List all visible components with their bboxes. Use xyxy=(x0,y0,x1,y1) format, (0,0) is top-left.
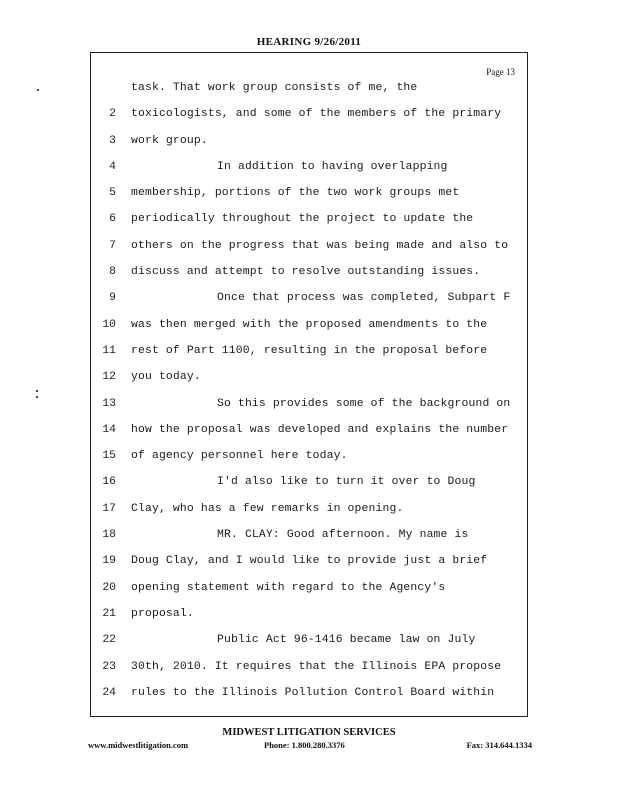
footer-phone: Phone: 1.800.280.3376 xyxy=(264,740,345,750)
line-text: proposal. xyxy=(131,607,194,620)
transcript-line xyxy=(91,469,527,495)
line-text: rest of Part 1100, resulting in the proposal before xyxy=(131,344,488,357)
transcript-line xyxy=(91,548,527,574)
line-text: task. That work group consists of me, the xyxy=(131,82,418,94)
page-number: Page 13 xyxy=(486,67,515,77)
transcript-line xyxy=(91,206,527,232)
line-text: periodically throughout the project to update the xyxy=(131,213,474,226)
line-number: 15 xyxy=(102,450,116,463)
transcript-line xyxy=(91,575,527,601)
line-text: others on the progress that was being made and also to xyxy=(131,239,509,252)
line-text: was then merged with the proposed amendments to the xyxy=(131,318,488,331)
line-text: 30th, 2010. It requires that the Illinois EPA propose xyxy=(131,660,502,673)
scan-speck xyxy=(37,89,39,91)
line-number: 14 xyxy=(102,423,116,436)
line-number: 8 xyxy=(109,266,116,279)
line-text: I'd also like to turn it over to Doug xyxy=(217,476,476,489)
line-number: 12 xyxy=(102,371,116,384)
line-text: Doug Clay, and I would like to provide just a brief xyxy=(131,555,488,568)
line-number: 20 xyxy=(102,581,116,594)
transcript-page xyxy=(90,52,528,717)
line-text: opening statement with regard to the Agency's xyxy=(131,581,446,594)
line-text: how the proposal was developed and explains the number xyxy=(131,423,509,436)
footer-fax: Fax: 314.644.1334 xyxy=(466,740,532,750)
line-number: 5 xyxy=(109,187,116,200)
transcript-line xyxy=(91,496,527,522)
transcript-line xyxy=(91,601,527,627)
transcript-line xyxy=(91,75,527,101)
transcript-line xyxy=(91,443,527,469)
transcript-line xyxy=(91,680,527,706)
line-number: 13 xyxy=(102,397,116,410)
footer-website: www.midwestlitigation.com xyxy=(88,740,189,750)
line-number: 3 xyxy=(109,134,116,147)
transcript-line xyxy=(91,364,527,390)
line-number: 2 xyxy=(109,108,116,121)
line-number: 21 xyxy=(102,607,116,620)
line-text: toxicologists, and some of the members of the primary xyxy=(131,108,502,121)
scan-speck xyxy=(36,396,38,398)
line-number: 10 xyxy=(102,318,116,331)
transcript-line xyxy=(91,180,527,206)
line-text: work group. xyxy=(131,134,208,147)
transcript-line xyxy=(91,233,527,259)
document-header: HEARING 9/26/2011 xyxy=(256,36,362,48)
line-number: 9 xyxy=(109,292,116,305)
line-text: Clay, who has a few remarks in opening. xyxy=(131,502,404,515)
scan-speck xyxy=(36,390,38,392)
line-number: 18 xyxy=(102,529,116,542)
transcript-line xyxy=(91,259,527,285)
transcript-line xyxy=(91,338,527,364)
line-text: So this provides some of the background on xyxy=(217,397,511,410)
line-text: Public Act 96-1416 became law on July xyxy=(217,634,476,647)
line-text: membership, portions of the two work groups met xyxy=(131,187,460,200)
line-text: discuss and attempt to resolve outstanding issues. xyxy=(131,266,481,279)
line-number: 11 xyxy=(102,344,116,357)
footer-company-name: MIDWEST LITIGATION SERVICES xyxy=(222,727,396,738)
transcript-line xyxy=(91,522,527,548)
line-number: 23 xyxy=(102,660,116,673)
transcript-line xyxy=(91,312,527,338)
line-number: 22 xyxy=(102,634,116,647)
line-text: rules to the Illinois Pollution Control Board within xyxy=(131,686,495,699)
transcript-line xyxy=(91,101,527,127)
line-text: In addition to having overlapping xyxy=(217,160,448,173)
transcript-line xyxy=(91,128,527,154)
line-text: Once that process was completed, Subpart F xyxy=(217,292,511,305)
line-text: MR. CLAY: Good afternoon. My name is xyxy=(217,529,469,542)
line-number: 19 xyxy=(102,555,116,568)
line-text: of agency personnel here today. xyxy=(131,450,348,463)
line-number: 7 xyxy=(109,239,116,252)
transcript-lines xyxy=(91,75,527,706)
transcript-line xyxy=(91,417,527,443)
line-text: you today. xyxy=(131,371,201,384)
transcript-line xyxy=(91,154,527,180)
transcript-line xyxy=(91,627,527,653)
transcript-line xyxy=(91,391,527,417)
line-number: 6 xyxy=(109,213,116,226)
transcript-line xyxy=(91,285,527,311)
line-number: 4 xyxy=(109,160,116,173)
transcript-line xyxy=(91,654,527,680)
line-number: 24 xyxy=(102,686,116,699)
line-number: 16 xyxy=(102,476,116,489)
line-number: 17 xyxy=(102,502,116,515)
